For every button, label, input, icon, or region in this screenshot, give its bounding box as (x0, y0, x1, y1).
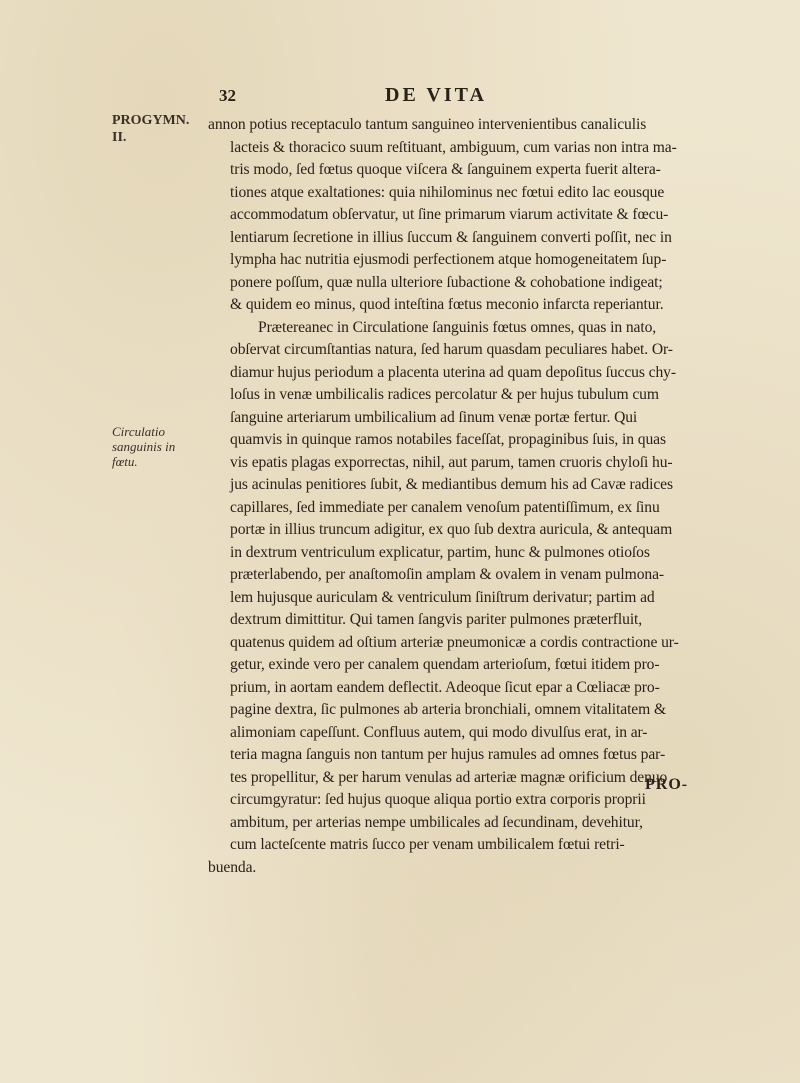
text-line: & quidem eo minus, quod inteſtina fœtus meconio infarcta reperiantur. (230, 296, 664, 313)
text-line: diamur hujus periodum a placenta uterina ad quam depoſitus ſuccus chy- (230, 363, 676, 381)
text-line: tes propellitur, & per harum venulas ad arteriæ magnæ orificium denuo (230, 768, 668, 786)
text-line: lacteis & thoracico suum reſtituant, ambiguum, cum varias non intra ma- (230, 138, 677, 156)
text-line: annon potius receptaculo tantum sanguineo intervenientibus canaliculis (208, 116, 647, 133)
text-line: cum lacteſcente matris ſucco per venam umbilicalem fœtui retri- (230, 836, 625, 853)
text-line: capillares, ſed immediate per canalem venoſum patentiſſimum, ex ſinu (230, 498, 660, 516)
running-head: DE VITA (385, 84, 487, 106)
text-line: accommodatum obſervatur, ut ſine primarum viarum activitate & fœcu- (230, 206, 669, 223)
margin-note-line: fœtu. (112, 454, 138, 469)
text-line: ponere poſſum, quæ nulla ulteriore ſubactione & cohobatione indigeat; (230, 273, 663, 291)
page-header (205, 84, 765, 112)
text-line: pagine dextra, ſic pulmones ab arteria bronchiali, omnem vitalitatem & (230, 701, 666, 718)
text-line: getur, exinde vero per canalem quendam arterioſum, fœtui itidem pro- (230, 656, 660, 673)
margin-note-progymn (112, 112, 189, 146)
text-line: alimoniam capeſſunt. Confluus autem, qui modo divulſus erat, in ar- (230, 723, 648, 741)
text-line: quatenus quidem ad oſtium arteriæ pneumonicæ a cordis contractione ur- (230, 633, 679, 651)
text-line: loſus in venæ umbilicalis radices percolatur & per hujus tubulum cum (230, 386, 659, 403)
margin-note-line: Circulatio (112, 424, 165, 439)
text-line: prium, in aortam eandem deflectit. Adeoque ſicut epar a Cœliacæ pro- (230, 678, 660, 696)
text-line: quamvis in quinque ramos notabiles faceſſat, propaginibus ſuis, in quas (230, 431, 666, 448)
text-line: obſervat circumſtantias natura, ſed harum quasdam peculiares habet. Or- (230, 341, 673, 358)
text-line: lentiarum ſecretione in illius ſuccum & ſanguinem converti poſſit, nec in (230, 228, 672, 246)
text-line: vis epatis plagas exporrectas, nihil, aut parum, tamen cruoris chyloſi hu- (230, 453, 673, 471)
text-line: circumgyratur: ſed hujus quoque aliqua portio extra corporis proprii (230, 791, 646, 808)
text-line: dextrum dimittitur. Qui tamen ſangvis pariter pulmones præterfluit, (230, 611, 643, 628)
text-line: ſanguine arteriarum umbilicalium ad ſinum venæ portæ fertur. Qui (230, 408, 638, 426)
text-line: lympha hac nutritia ejusmodi perfectionem atque homogeneitatem ſup- (230, 251, 667, 268)
margin-note-line: II. (112, 130, 127, 145)
margin-note-line: sanguinis in (112, 439, 176, 454)
text-line: in dextrum ventriculum explicatur, partim, hunc & pulmones otioſos (230, 543, 650, 561)
text-line: lem hujusque auriculam & ventriculum ſiniſtrum derivatur; partim ad (230, 588, 655, 606)
margin-note-line: PROGYMN. (112, 113, 190, 128)
text-line: præterlabendo, per anaſtomoſin amplam & ovalem in venam pulmona- (230, 566, 665, 583)
text-line: ambitum, per arterias nempe umbilicales ad ſecundinam, devehitur, (230, 813, 643, 831)
margin-note-circulation (112, 424, 202, 469)
text-line: tiones atque exaltationes: quia nihilominus nec fœtui edito lac eousque (230, 183, 665, 201)
text-line: jus acinulas penitiores ſubit, & mediantibus demum his ad Cavæ radices (230, 476, 673, 493)
text-line: tris modo, ſed fœtus quoque viſcera & ſanguinem experta fuerit altera- (230, 161, 661, 178)
body-text (208, 114, 768, 879)
text-line: portæ in illius truncum adigitur, ex quo ſub dextra auricula, & antequam (230, 521, 673, 538)
text-line: Prætereanec in Circulatione ſanguinis fœtus omnes, quas in nato, (258, 318, 657, 336)
text-line: buenda. (208, 858, 257, 876)
catchword: PRO- (645, 776, 689, 793)
text-line: teria magna ſanguis non tantum per hujus ramules ad omnes fœtus par- (230, 746, 666, 763)
page-number: 32 (219, 86, 236, 105)
